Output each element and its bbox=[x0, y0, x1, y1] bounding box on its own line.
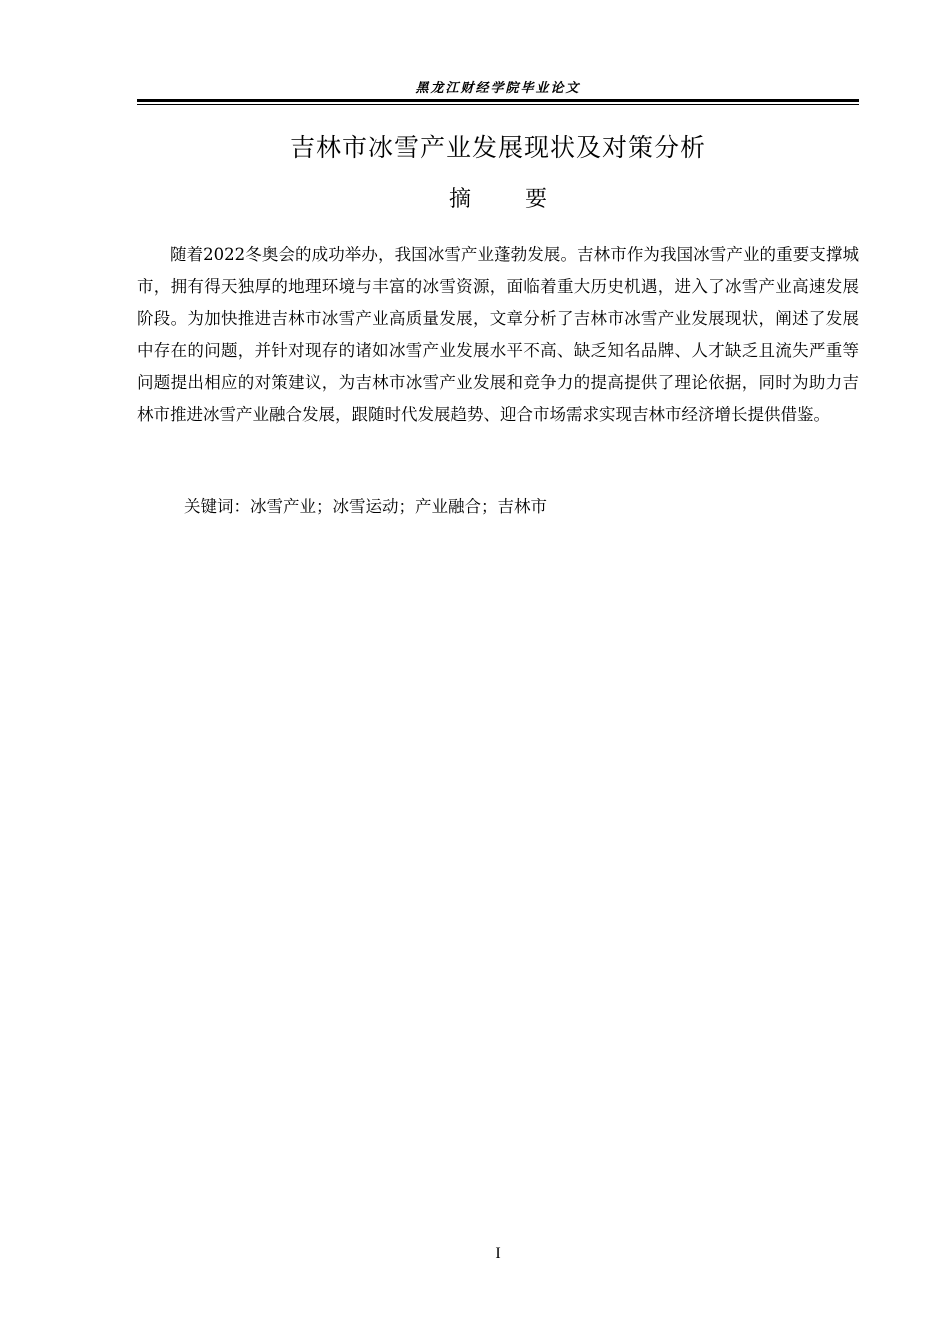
keywords-label: 关键词： bbox=[184, 497, 250, 516]
header-rule-thick bbox=[137, 99, 859, 102]
header-rule-thin bbox=[137, 104, 859, 105]
keywords-line bbox=[184, 491, 859, 523]
page-number: I bbox=[495, 1245, 501, 1262]
abstract-heading bbox=[137, 183, 859, 217]
abstract-heading-char-2: 要 bbox=[525, 187, 548, 212]
running-header: 黑龙江财经学院毕业论文 bbox=[415, 81, 581, 96]
document-title: 吉林市冰雪产业发展现状及对策分析 bbox=[289, 133, 706, 162]
abstract-paragraph: 随着2022冬奥会的成功举办，我国冰雪产业蓬勃发展。吉林市作为我国冰雪产业的重要支撑城市，拥有得天独厚的地理环境与丰富的冰雪资源，面临着重大历史机遇，进入了冰雪产业高速发展阶段。为加快推进吉林市冰雪产业高质量发展，文章分析了吉林市冰雪产业发展现状，阐述了发展中存在的问题，并针对现存的诸如冰雪产业发展水平不高、缺乏知名品牌、人才缺乏且流失严重等问题提出相应的对策建议，为吉林市冰雪产业发展和竞争力的提高提供了理论依据，同时为助力吉林市推进冰雪产业融合发展，跟随时代发展趋势、迎合市场需求实现吉林市经济增长提供借鉴。 bbox=[137, 245, 859, 424]
abstract-heading-char-1: 摘 bbox=[448, 187, 471, 212]
keywords-values: 冰雪产业；冰雪运动；产业融合；吉林市 bbox=[250, 497, 547, 516]
